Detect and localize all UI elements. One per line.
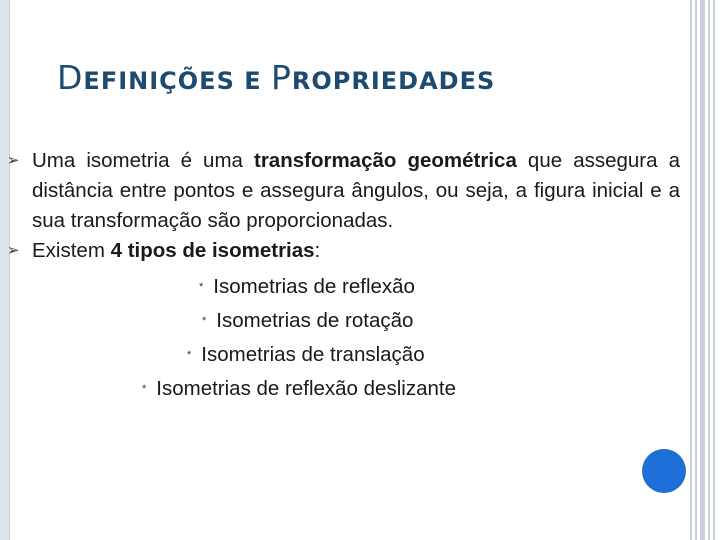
isometry-type-list	[32, 270, 680, 406]
star-bullet-icon: *	[199, 281, 204, 293]
title-text: ROPRIEDADES	[291, 67, 496, 95]
star-bullet-icon: *	[142, 383, 147, 395]
bullet-bold-text: 4 tipos de isometrias	[110, 239, 315, 262]
bullet-definition	[7, 146, 680, 236]
star-bullet-icon: *	[187, 349, 192, 361]
list-item-text: Isometrias de translação	[201, 343, 425, 366]
rail-line	[690, 0, 692, 540]
bullet-text: Existem	[32, 239, 111, 262]
bullet-text: Uma isometria é uma	[32, 149, 254, 172]
arrow-bullet-icon: ➢	[7, 242, 20, 259]
list-item-text: Isometrias de reflexão	[213, 275, 415, 298]
slide-body	[7, 146, 680, 406]
rail-line	[700, 0, 705, 540]
title-capital: D	[57, 58, 84, 97]
right-border-rails	[686, 0, 720, 540]
rail-line	[708, 0, 710, 540]
rail-line	[713, 0, 715, 540]
list-item-text: Isometrias de rotação	[216, 309, 414, 332]
list-item-text: Isometrias de reflexão deslizante	[156, 377, 456, 400]
slide-title	[57, 58, 495, 97]
list-item	[32, 270, 680, 304]
star-bullet-icon: *	[202, 315, 207, 327]
bullet-text: que assegura a distância entre pontos e assegura ângulos, ou seja, a figura inicial e a sua transformação são proporcionadas.	[32, 149, 680, 232]
arrow-bullet-icon: ➢	[7, 152, 20, 169]
title-capital: P	[270, 58, 292, 97]
decorative-circle	[642, 449, 686, 493]
list-item	[32, 338, 680, 372]
title-text: EFINIÇÕES E	[83, 67, 271, 95]
list-item	[32, 372, 680, 406]
bullet-text: :	[314, 239, 321, 262]
bullet-types	[7, 236, 680, 266]
list-item	[32, 304, 680, 338]
left-border	[0, 0, 10, 540]
bullet-bold-text: transformação geométrica	[254, 149, 517, 172]
rail-line	[695, 0, 697, 540]
